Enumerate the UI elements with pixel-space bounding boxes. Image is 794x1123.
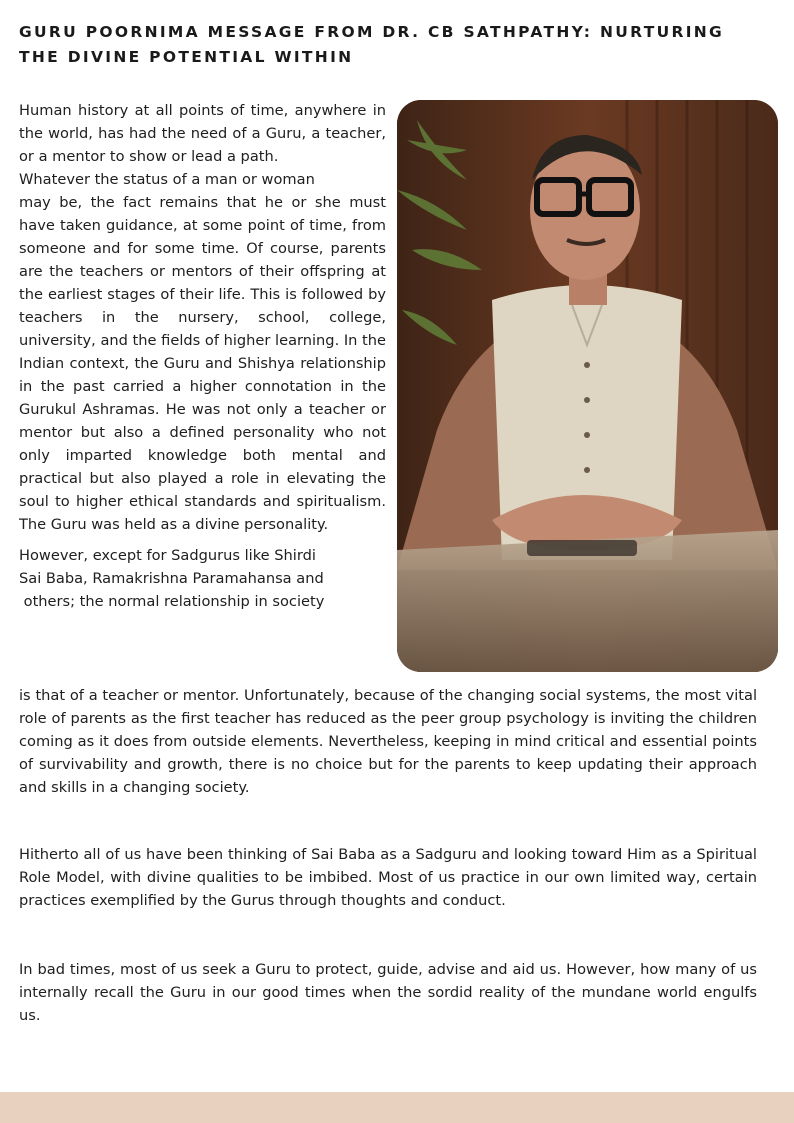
sai-baba-text-block — [19, 843, 757, 912]
paragraph-sai-baba: Hitherto all of us have been thinking of Sai Baba as a Sadguru and looking toward Him as a Spiritual Role Model, with divine qualities to be imbibed. Most of us practice in our own limited way, certain practices exemplified by the Gurus through thoughts and conduct. — [19, 846, 757, 909]
bad-times-text-block — [19, 958, 757, 1027]
paragraph-sadgurus-line1: However, except for Sadgurus like Shirdi — [19, 547, 316, 564]
paragraph-sadgurus-line2: Sai Baba, Ramakrishna Paramahansa and — [19, 570, 324, 587]
portrait-illustration — [397, 100, 778, 672]
left-text-column — [19, 99, 386, 613]
paragraph-sadgurus-line3: others; the normal relationship in society — [19, 593, 325, 610]
paragraph-intro: Human history at all points of time, anywhere in the world, has had the need of a Guru, a teacher, or a mentor to show or lead a path. — [19, 102, 386, 165]
paragraph-bad-times: In bad times, most of us seek a Guru to protect, guide, advise and aid us. However, how many of us internally recall the Guru in our good times when the sordid reality of the mundane world engulfs us. — [19, 961, 757, 1024]
page-title: GURU POORNIMA MESSAGE FROM DR. CB SATHPATHY: NURTURING THE DIVINE POTENTIAL WITHIN — [19, 23, 725, 66]
paragraph-guidance: may be, the fact remains that he or she must have taken guidance, at some point of time, from someone and for some time. Of course, parents are the teachers or mentors of their offspring at the earliest stages of their life. This is followed by teachers in the nursery, school, college, university, and the fields of higher learning. In the Indian context, the Guru and Shishya relationship in the past carried a higher connotation in the Gurukul Ashramas. He was not only a teacher or mentor but also a defined personality who not only imparted knowledge both mental and practical but also played a role in elevating the soul to higher ethical standards and spiritualism. The Guru was held as a divine personality. — [19, 194, 386, 533]
paragraph-changing-society: is that of a teacher or mentor. Unfortunately, because of the changing social systems, the most vital role of parents as the first teacher has reduced as the peer group psychology is inviting the children coming as it does from outside elements. Nevertheless, keeping in mind critical and essential points of survivability and growth, there is no choice but for the parents to keep updating their approach and skills in a changing society. — [19, 687, 757, 796]
paragraph-status-line: Whatever the status of a man or woman — [19, 171, 315, 188]
footer-band — [0, 1092, 794, 1123]
portrait-photo — [397, 100, 778, 672]
continued-text-block — [19, 684, 757, 799]
